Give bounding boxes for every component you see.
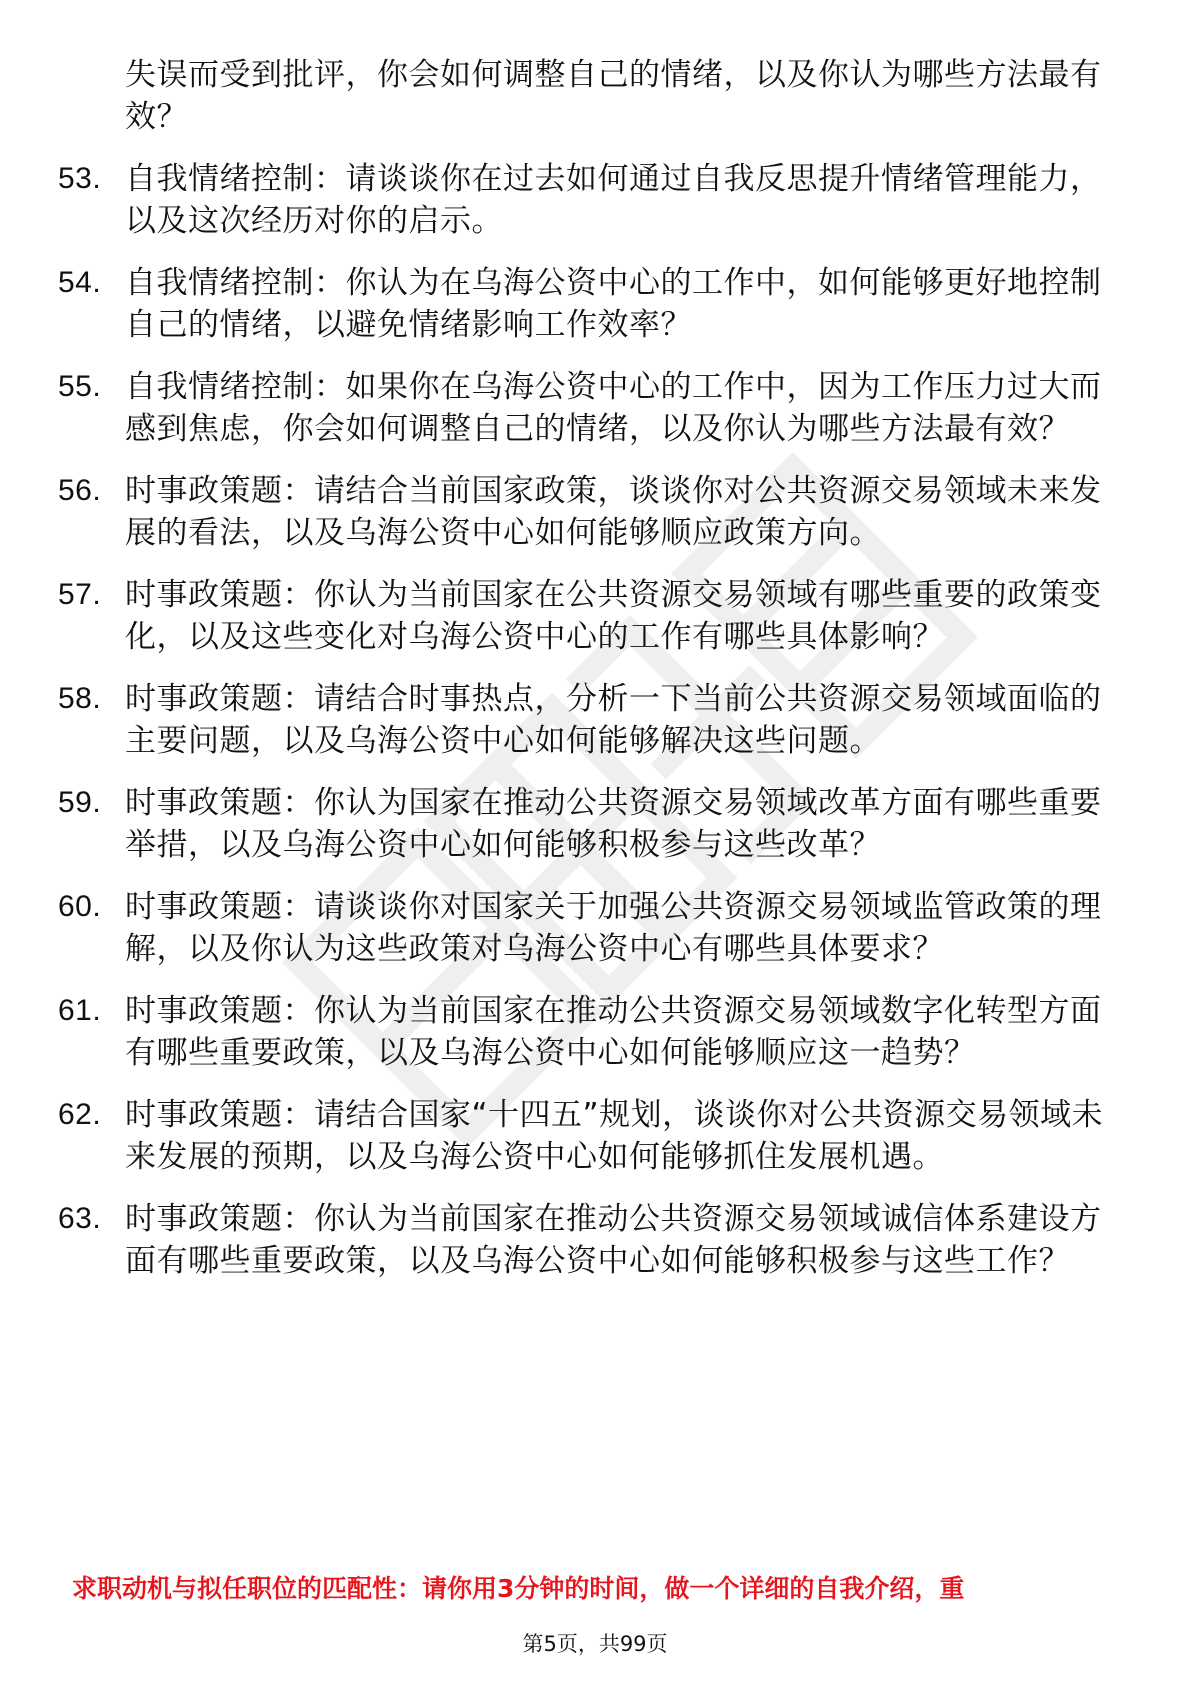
question-text: 时事政策题：你认为当前国家在推动公共资源交易领域数字化转型方面有哪些重要政策，以及乌海公资中心如何能够顺应这一趋势？ [125,993,1102,1071]
question-number: 62. [58,1098,102,1131]
list-item [58,678,1118,762]
page-number-footer: 第5页，共99页 [522,1632,668,1656]
question-number: 56. [58,474,102,507]
question-number: 58. [58,682,102,715]
question-text: 时事政策题：请结合当前国家政策，谈谈你对公共资源交易领域未来发展的看法，以及乌海公资中心如何能够顺应政策方向。 [125,473,1102,551]
list-item [58,886,1118,970]
question-text: 时事政策题：请结合时事热点，分析一下当前公共资源交易领域面临的主要问题，以及乌海公资中心如何能够解决这些问题。 [125,681,1102,759]
list-item [58,470,1118,554]
question-number: 53. [58,162,102,195]
question-number: 57. [58,578,102,611]
question-list [58,54,1118,1302]
question-number: 61. [58,994,102,1027]
question-text: 自我情绪控制：请谈谈你在过去如何通过自我反思提升情绪管理能力，以及这次经历对你的启示。 [125,161,1102,239]
section-heading: 求职动机与拟任职位的匹配性：请你用3分钟的时间，做一个详细的自我介绍，重 [72,1574,965,1603]
question-number: 54. [58,266,102,299]
list-item [58,366,1118,450]
list-item [58,262,1118,346]
question-text: 时事政策题：请谈谈你对国家关于加强公共资源交易领域监管政策的理解，以及你认为这些政策对乌海公资中心有哪些具体要求？ [125,889,1102,967]
continuation-text: 失误而受到批评，你会如何调整自己的情绪，以及你认为哪些方法最有效？ [125,57,1102,135]
list-item [58,990,1118,1074]
question-text: 时事政策题：你认为当前国家在公共资源交易领域有哪些重要的政策变化，以及这些变化对乌海公资中心的工作有哪些具体影响？ [125,577,1102,655]
list-item [58,574,1118,658]
question-text: 时事政策题：请结合国家“十四五”规划，谈谈你对公共资源交易领域未来发展的预期，以及乌海公资中心如何能够抓住发展机遇。 [125,1097,1104,1175]
question-text: 时事政策题：你认为国家在推动公共资源交易领域改革方面有哪些重要举措，以及乌海公资中心如何能够积极参与这些改革？ [125,785,1102,863]
question-number: 63. [58,1202,102,1235]
list-item [58,158,1118,242]
question-number: 60. [58,890,102,923]
question-number: 59. [58,786,102,819]
list-item [58,1198,1118,1282]
question-text: 时事政策题：你认为当前国家在推动公共资源交易领域诚信体系建设方面有哪些重要政策，以及乌海公资中心如何能够积极参与这些工作？ [125,1201,1102,1279]
list-item [58,782,1118,866]
question-number: 55. [58,370,102,403]
list-item [58,1094,1118,1178]
question-text: 自我情绪控制：如果你在乌海公资中心的工作中，因为工作压力过大而感到焦虑，你会如何调整自己的情绪，以及你认为哪些方法最有效？ [125,369,1102,447]
question-text: 自我情绪控制：你认为在乌海公资中心的工作中，如何能够更好地控制自己的情绪，以避免情绪影响工作效率？ [125,265,1102,343]
